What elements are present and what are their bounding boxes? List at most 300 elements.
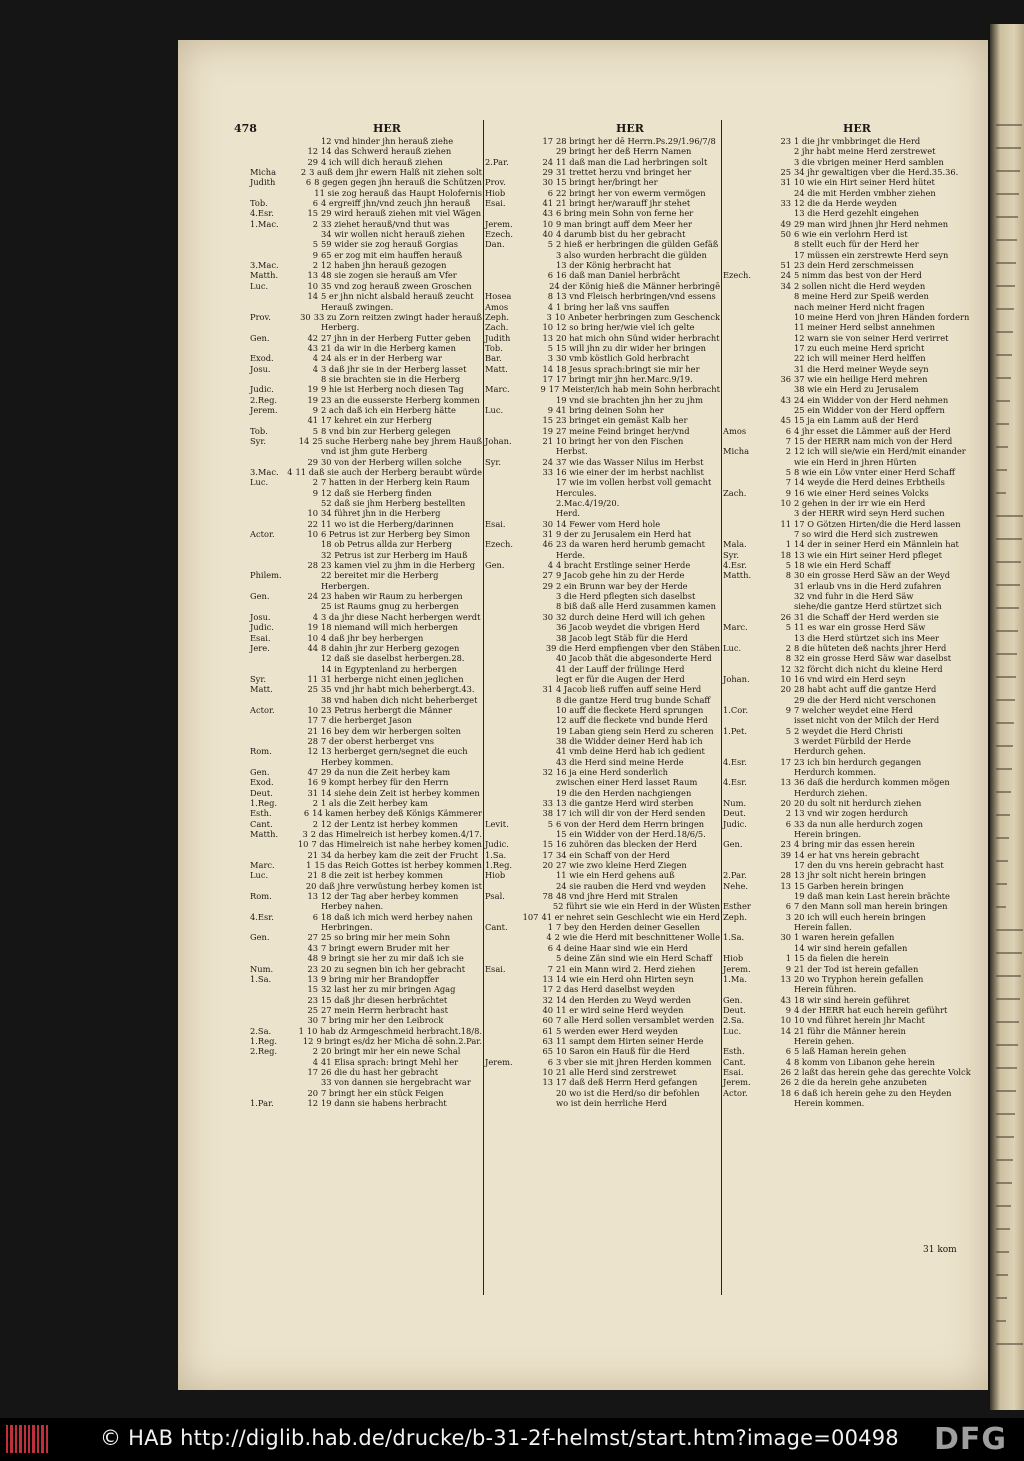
entry-text: 24 als er in der Herberg war — [321, 353, 442, 364]
book-ref — [723, 208, 773, 218]
edge-text-line — [996, 584, 1020, 586]
chapter-number — [773, 508, 791, 518]
index-entry — [250, 943, 482, 953]
entry-text: 18 wir sind herein geführet — [794, 994, 910, 1005]
book-ref: 4.Esr. — [723, 777, 747, 788]
entry-text: 27 mein Herrn herbracht hast — [321, 1004, 448, 1015]
index-entry — [250, 519, 482, 529]
book-ref: Hiob — [723, 953, 744, 964]
chapter-number — [773, 405, 791, 415]
book-ref — [250, 446, 300, 456]
scanned-page — [178, 40, 988, 1390]
chapter-number: 65 — [542, 1046, 553, 1057]
book-ref — [485, 633, 535, 643]
entry-text: 4 Jacob ließ ruffen auff seine Herd — [556, 684, 702, 695]
entry-text: 10 meine Herd von jhren Händen fordern — [794, 311, 970, 322]
book-ref — [250, 550, 300, 560]
chapter-number: 33 — [542, 467, 553, 477]
book-ref — [250, 519, 300, 529]
entry-text: 5 nimm das best von der Herd — [794, 270, 922, 281]
index-entry — [723, 1026, 988, 1036]
chapter-number: 32 — [542, 994, 553, 1005]
chapter-number: 5 — [785, 467, 791, 477]
copyright-url[interactable]: © HAB http://diglib.hab.de/drucke/b-31-2f-helmst/start.htm?image=00498 — [100, 1426, 899, 1450]
index-entry — [250, 788, 482, 798]
index-entry — [485, 405, 720, 415]
entry-text: 2 hieß er herbringen die gülden Gefäß — [556, 239, 719, 250]
index-entry — [485, 881, 720, 891]
chapter-number: 5 — [785, 725, 791, 736]
chapter-number: 14 — [780, 1025, 791, 1036]
book-ref: Exod. — [250, 353, 274, 364]
index-entry — [723, 146, 988, 156]
chapter-number — [300, 322, 318, 332]
chapter-number — [530, 281, 546, 291]
book-ref — [250, 498, 300, 508]
chapter-number — [300, 695, 318, 705]
index-entry — [250, 1067, 482, 1077]
index-entry — [723, 188, 988, 198]
chapter-number: 42 — [307, 332, 318, 343]
chapter-number: 10 — [542, 218, 553, 229]
book-ref: Josu. — [250, 363, 271, 374]
index-entry — [723, 953, 988, 963]
book-ref — [723, 529, 773, 539]
book-ref — [250, 601, 300, 611]
index-entry — [250, 746, 482, 756]
book-ref — [723, 322, 773, 332]
index-entry — [723, 239, 988, 249]
index-entry — [723, 581, 988, 591]
entry-text: 11 daß sie auch der Herberg beraubt würde — [295, 467, 482, 477]
book-ref — [485, 1026, 535, 1036]
book-ref — [485, 374, 535, 384]
entry-text: 48 sie zogen sie herauß am Vfer — [321, 270, 457, 281]
chapter-number — [535, 829, 553, 839]
index-entry — [723, 415, 988, 425]
index-entry — [250, 198, 482, 208]
chapter-number — [535, 498, 553, 508]
chapter-number: 2 — [785, 808, 791, 819]
index-entry — [250, 1036, 482, 1046]
index-entry — [485, 653, 720, 663]
index-entry — [723, 302, 988, 312]
chapter-number — [535, 1098, 553, 1108]
entry-text: 20 wo Tryphon herein gefallen — [794, 973, 924, 984]
book-ref — [485, 281, 530, 291]
book-ref: Esai. — [485, 518, 506, 529]
book-ref — [485, 136, 535, 146]
chapter-number: 15 — [307, 208, 318, 219]
entry-text: Herein bringen. — [794, 829, 862, 840]
entry-text: 10 bringt her von den Fischen — [556, 435, 684, 446]
book-ref — [485, 912, 523, 922]
index-entry — [485, 995, 720, 1005]
chapter-number: 9 — [312, 249, 318, 260]
entry-text: 13 vnd wir zogen herdurch — [794, 808, 908, 819]
chapter-number — [773, 188, 791, 198]
column-3 — [723, 136, 988, 1286]
index-entry — [723, 788, 988, 798]
book-ref: Exod. — [250, 777, 274, 788]
index-entry — [723, 1057, 988, 1067]
chapter-number: 50 — [780, 229, 791, 240]
edge-text-line — [996, 952, 1022, 954]
chapter-number — [300, 922, 318, 932]
chapter-number: 39 — [780, 849, 791, 860]
chapter-number: 12 — [307, 146, 318, 157]
index-entry — [485, 746, 720, 756]
book-ref: Josu. — [250, 611, 271, 622]
edge-text-line — [996, 446, 1008, 448]
book-ref: Matt. — [250, 684, 273, 695]
book-ref: Deut. — [723, 1004, 746, 1015]
edge-text-line — [996, 1044, 1018, 1046]
book-ref: Matt. — [485, 363, 508, 374]
chapter-number: 20 — [307, 1087, 318, 1098]
book-ref — [250, 653, 300, 663]
index-entry — [723, 705, 988, 715]
chapter-number: 31 — [542, 684, 553, 695]
book-ref — [250, 239, 300, 249]
chapter-number — [773, 208, 791, 218]
book-ref — [723, 664, 773, 674]
book-ref: Deut. — [723, 808, 746, 819]
chapter-number — [535, 488, 553, 498]
entry-text: 19 daß man kein Last herein brächte — [794, 891, 950, 902]
index-entry — [485, 167, 720, 177]
entry-text: 4 ich will dich herauß ziehen — [321, 156, 443, 167]
index-entry — [723, 457, 988, 467]
entry-text: 8 die zeit ist herbey kommen — [321, 870, 443, 881]
book-ref: 2.Sa. — [723, 1015, 745, 1026]
book-ref — [723, 384, 773, 394]
chapter-number: 43 — [780, 394, 791, 405]
index-entry — [485, 633, 720, 643]
entry-text: Herbey nahen. — [321, 901, 384, 912]
chapter-number — [535, 146, 553, 156]
chapter-number: 17 — [542, 849, 553, 860]
index-entry — [250, 964, 482, 974]
entry-text: Herauß zwingen. — [321, 301, 394, 312]
edge-text-line — [996, 791, 1011, 793]
index-entry — [723, 891, 988, 901]
book-ref — [250, 1057, 300, 1067]
book-ref: Psal. — [485, 891, 505, 902]
book-ref: 4.Esr. — [250, 911, 274, 922]
book-ref — [485, 953, 535, 963]
entry-text: 33 da nun alle herdurch zogen — [794, 818, 923, 829]
entry-text: 13 herberget gern/segnet die euch — [321, 746, 468, 757]
chapter-number: 24 — [542, 456, 553, 467]
index-entry — [723, 384, 988, 394]
book-ref: Judith — [485, 332, 511, 343]
chapter-number: 17 — [307, 1066, 318, 1077]
chapter-number — [300, 653, 318, 663]
entry-text: 29 man wird jhnen jhr Herd nehmen — [794, 218, 949, 229]
book-ref: Judic. — [723, 818, 747, 829]
entry-text: 16 bey dem wir herbergen solten — [321, 725, 461, 736]
entry-text: 1 waren herein gefallen — [794, 932, 895, 943]
book-ref: Jerem. — [723, 1077, 751, 1088]
index-entry — [250, 581, 482, 591]
index-entry — [723, 1036, 988, 1046]
entry-text: 34 führet jhn in die Herberg — [321, 508, 441, 519]
book-ref: Mala. — [723, 539, 747, 550]
book-ref — [485, 426, 535, 436]
chapter-number: 36 — [780, 373, 791, 384]
index-entry — [250, 1077, 482, 1087]
edge-text-line — [996, 377, 1011, 379]
index-entry — [485, 1067, 720, 1077]
chapter-number: 15 — [307, 984, 318, 995]
book-ref: Micha — [250, 167, 277, 178]
index-entry — [250, 281, 482, 291]
chapter-number: 9 — [785, 963, 791, 974]
book-ref: Amos — [485, 301, 509, 312]
entry-text: 41 Elisa sprach: bringt Mehl her — [321, 1056, 459, 1067]
chapter-number: 10 — [542, 1066, 553, 1077]
edge-text-line — [996, 285, 1015, 287]
entry-text: 3 die vbrigen meiner Herd samblen — [794, 156, 944, 167]
book-ref — [723, 736, 773, 746]
chapter-number — [773, 633, 791, 643]
index-entry — [723, 757, 988, 767]
index-entry — [723, 601, 988, 611]
book-ref: Actor. — [250, 529, 275, 540]
chapter-number: 10 — [780, 673, 791, 684]
chapter-number: 3 — [547, 353, 553, 364]
book-ref — [485, 995, 535, 1005]
book-ref: Ezech. — [485, 229, 513, 240]
index-entry — [250, 881, 482, 891]
book-ref: Jerem. — [485, 1056, 513, 1067]
chapter-number — [535, 591, 553, 601]
chapter-number: 10 — [542, 322, 553, 333]
chapter-number: 10 — [780, 498, 791, 509]
index-entry — [723, 312, 988, 322]
entry-text: 15 will jhn zu dir wider her bringen — [556, 342, 706, 353]
entry-text: 20 bringt mir her ein newe Schal — [321, 1046, 461, 1057]
book-ref — [485, 746, 535, 756]
book-ref — [485, 695, 535, 705]
entry-text: 14 wir sind herein gefallen — [794, 942, 908, 953]
index-entry — [723, 695, 988, 705]
entry-text: vnd ist jhm gute Herberg — [321, 446, 428, 457]
entry-text: 20 wo ist die Herd/so dir befohlen — [556, 1087, 700, 1098]
chapter-number: 4 — [547, 560, 553, 571]
entry-text: 4 deine Haar sind wie ein Herd — [556, 942, 688, 953]
index-entry — [250, 446, 482, 456]
book-ref: 4.Esr. — [723, 756, 747, 767]
chapter-number: 30 — [542, 177, 553, 188]
edge-text-line — [996, 745, 1013, 747]
chapter-number: 2 — [312, 218, 318, 229]
index-entry — [485, 581, 720, 591]
entry-text: 9 bringt sie her zu mir daß ich sie — [321, 953, 464, 964]
chapter-number: 26 — [780, 1077, 791, 1088]
index-entry — [723, 612, 988, 622]
chapter-number — [773, 333, 791, 343]
chapter-number: 15 — [542, 415, 553, 426]
book-ref — [250, 715, 300, 725]
entry-text: 12 der Tag aber herbey kommen — [321, 891, 459, 902]
entry-text: 4 jhr esset die Lämmer auß der Herd — [794, 425, 951, 436]
index-entry — [485, 850, 720, 860]
chapter-number — [535, 446, 553, 456]
book-ref: 2.Reg. — [250, 1046, 278, 1057]
index-entry — [723, 736, 988, 746]
book-ref: Esth. — [723, 1046, 745, 1057]
edge-text-line — [996, 860, 1008, 862]
entry-text: 21 alle Herd sind zerstrewet — [556, 1066, 677, 1077]
book-ref — [250, 922, 300, 932]
index-entry — [250, 302, 482, 312]
edge-text-line — [996, 239, 1017, 241]
book-ref: Tob. — [485, 342, 503, 353]
index-entry — [250, 757, 482, 767]
book-ref: 1.Ma. — [723, 973, 747, 984]
book-ref — [723, 364, 773, 374]
book-ref — [723, 684, 773, 694]
book-ref — [723, 695, 773, 705]
index-entry — [723, 860, 988, 870]
entry-text: 34 wir wollen nicht herauß ziehen — [321, 229, 466, 240]
index-entry — [723, 881, 988, 891]
index-entry — [250, 953, 482, 963]
book-ref — [485, 757, 535, 767]
entry-text: 28 habt acht auff die gantze Herd — [794, 684, 937, 695]
chapter-number — [535, 881, 553, 891]
index-entry — [250, 1005, 482, 1015]
index-entry — [485, 1026, 720, 1036]
index-entry — [250, 819, 482, 829]
entry-text: 10 vnd führet herein jhr Macht — [794, 1015, 925, 1026]
chapter-number: 6 — [785, 901, 791, 912]
chapter-number: 3 — [785, 911, 791, 922]
book-ref — [723, 436, 773, 446]
entry-text: 22 bringt her von ewerm vermögen — [556, 187, 706, 198]
book-ref — [723, 612, 773, 622]
entry-text: 10 wie ein Hirt seiner Herd hütet — [794, 177, 935, 188]
index-entry — [723, 974, 988, 984]
book-ref — [250, 457, 300, 467]
chapter-number: 30 — [542, 611, 553, 622]
entry-text: 14 den Herden zu Weyd werden — [556, 994, 692, 1005]
edge-text-line — [996, 538, 1022, 540]
book-ref: Marc. — [723, 622, 748, 633]
index-entry — [485, 281, 720, 291]
edge-text-line — [996, 768, 1012, 770]
book-ref: Esth. — [250, 808, 272, 819]
entry-text: 14 Fewer vom Herd hole — [556, 518, 661, 529]
chapter-number: 78 — [542, 891, 553, 902]
entry-text: 23 Petrus herbergt die Männer — [321, 704, 453, 715]
index-entry — [250, 643, 482, 653]
book-ref: Syr. — [485, 456, 502, 467]
index-entry — [485, 736, 720, 746]
index-entry — [723, 198, 988, 208]
book-ref: 4.Esr. — [723, 560, 747, 571]
edge-text-line — [996, 124, 1022, 126]
index-entry — [250, 633, 482, 643]
entry-text: 7 bringt ewern Bruder mit her — [321, 942, 450, 953]
chapter-number: 27 — [307, 932, 318, 943]
chapter-number: 43 — [542, 208, 553, 219]
entry-text: 2 ein Brunn war bey der Herde — [556, 580, 688, 591]
chapter-number — [773, 984, 791, 994]
entry-text: 28 bringt her dē Herrn.Ps.29/1.96/7/8 — [556, 136, 716, 146]
edge-text-line — [996, 400, 1010, 402]
index-entry — [485, 508, 720, 518]
index-entry — [485, 384, 720, 394]
book-ref — [485, 167, 535, 177]
index-entry — [723, 519, 988, 529]
book-ref — [485, 829, 535, 839]
index-entry — [723, 1098, 988, 1108]
book-ref: 2.Par. — [485, 156, 509, 167]
index-entry — [723, 343, 988, 353]
entry-text: 48 vnd jhre Herd mit Stralen — [556, 891, 678, 902]
entry-text: wo ist dein herrliche Herd — [556, 1097, 667, 1108]
book-ref: Esai. — [250, 632, 271, 643]
chapter-number: 4 — [547, 301, 553, 312]
index-entry — [250, 364, 482, 374]
book-ref: Prov. — [485, 177, 506, 188]
book-ref: Gen. — [250, 766, 270, 777]
chapter-number: 15 — [542, 839, 553, 850]
entry-text: Herein führen. — [794, 984, 857, 995]
book-ref — [723, 260, 773, 270]
chapter-number: 10 — [297, 839, 309, 850]
book-ref: Gen. — [723, 839, 743, 850]
index-entry — [250, 560, 482, 570]
book-ref — [485, 798, 535, 808]
book-ref — [485, 643, 528, 653]
book-ref: 1.Sa. — [723, 932, 745, 943]
book-ref — [250, 1077, 300, 1087]
index-entry — [485, 229, 720, 239]
index-entry — [723, 777, 988, 787]
book-ref — [723, 943, 773, 953]
index-entry — [485, 239, 720, 249]
chapter-number: 24 — [307, 591, 318, 602]
index-entry — [485, 436, 720, 446]
edge-text-line — [996, 1182, 1012, 1184]
book-ref — [485, 591, 535, 601]
entry-text: 38 die Widder deiner Herd hab ich — [556, 735, 703, 746]
index-entry — [723, 591, 988, 601]
index-entry — [723, 167, 988, 177]
book-ref — [485, 601, 535, 611]
index-entry — [250, 229, 482, 239]
index-entry — [250, 260, 482, 270]
chapter-number — [773, 457, 791, 467]
entry-text: 4 der HERR hat euch herein geführt — [794, 1004, 948, 1015]
index-entry — [485, 333, 720, 343]
entry-text: 6 wie ein verlohrn Herd ist — [794, 229, 908, 240]
index-entry — [485, 1098, 720, 1108]
chapter-number — [535, 777, 553, 787]
entry-text: 7 welcher weydet eine Herd — [794, 704, 913, 715]
entry-text: 21 ein Mann wird 2. Herd ziehen — [556, 963, 696, 974]
entry-text: 35 vnd jhr habt mich beherbergt.43. — [321, 684, 475, 695]
chapter-number: 5 — [785, 622, 791, 633]
chapter-number — [773, 601, 791, 611]
book-ref — [723, 302, 773, 312]
entry-text: legt er für die Augen der Herd — [556, 673, 685, 684]
index-entry — [723, 219, 988, 229]
